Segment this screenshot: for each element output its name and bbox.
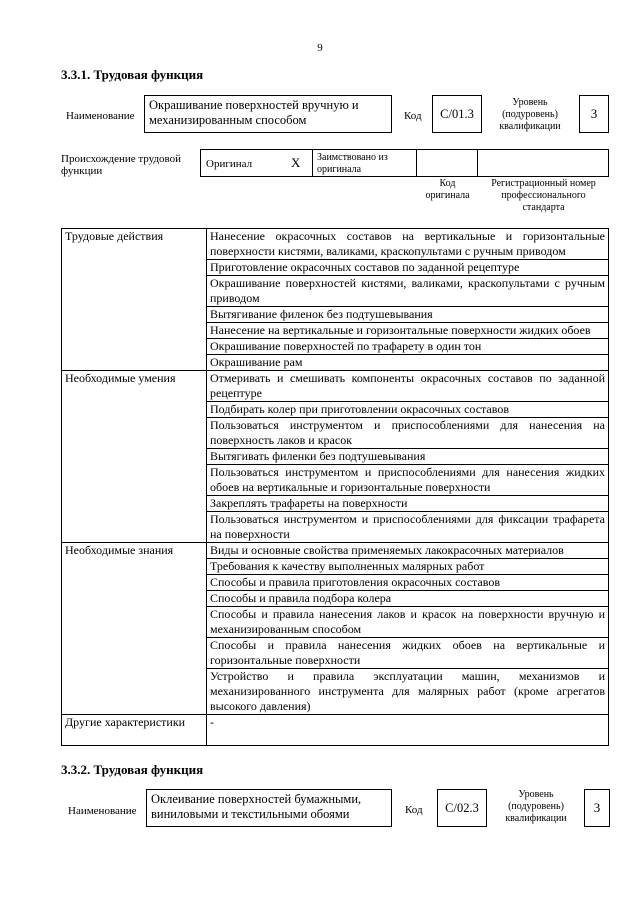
f2-level-box: 3: [584, 789, 610, 827]
table-row: [62, 371, 609, 402]
f1-name-label: Наименование: [66, 110, 135, 122]
f2-code-label: Код: [405, 804, 423, 816]
skill-item: Вытягивать филенки без подтушевывания: [207, 449, 609, 465]
f1-name-box: [144, 95, 392, 133]
action-item: Окрашивание поверхностей по трафарету в один тон: [207, 339, 609, 355]
skill-item: Закреплять трафареты на поверхности: [207, 496, 609, 512]
skill-item: Пользоваться инструментом и приспособлениями для нанесения на поверхность лаков и красок: [207, 418, 609, 449]
f2-name-label: Наименование: [68, 805, 137, 817]
f2-level-line3: квалификации: [505, 813, 567, 824]
f2-name-line2: виниловыми и текстильными обоями: [151, 807, 350, 821]
origin-original-label: Оригинал: [206, 158, 253, 170]
f2-name-line1: Оклеивание поверхностей бумажными,: [151, 792, 362, 806]
origin-code-caption: [417, 178, 478, 202]
origin-borrowed-label: [317, 152, 388, 176]
f1-code-label: Код: [404, 110, 422, 122]
knowledge-item: Способы и правила подбора колера: [207, 591, 609, 607]
category-skills: Необходимые умения: [62, 371, 207, 543]
origin-code-caption-line2: оригинала: [425, 190, 470, 201]
origin-original-cell: [200, 149, 312, 177]
origin-borrowed-line1: Заимствовано из: [317, 152, 388, 163]
f1-level-line1: Уровень: [512, 97, 548, 108]
table-row: [62, 229, 609, 260]
f1-name-line1: Окрашивание поверхностей вручную и: [149, 98, 359, 112]
f1-level-label: [490, 97, 570, 133]
skill-item: Пользоваться инструментом и приспособлениями для нанесения жидких обоев на вертикальные и горизонтальные поверхности: [207, 465, 609, 496]
origin-reg-caption: [478, 178, 609, 214]
f2-level-line1: Уровень: [518, 789, 554, 800]
origin-reg-caption-line1: Регистрационный номер: [491, 178, 596, 189]
action-item: Нанесение окрасочных составов на вертикальные и горизонтальные поверхности кистями, валиками, краскопультами с ручным приводом: [207, 229, 609, 260]
knowledge-item: Способы и правила нанесения жидких обоев на вертикальные и горизонтальные поверхности: [207, 638, 609, 669]
f1-level-box: 3: [579, 95, 609, 133]
table-row: [62, 715, 609, 746]
origin-reg-caption-line3: стандарта: [522, 202, 565, 213]
f2-level-line2: (подуровень): [508, 801, 564, 812]
origin-reg-caption-line2: профессионального: [501, 190, 586, 201]
other-value: -: [207, 715, 609, 746]
section-title-332: 3.3.2. Трудовая функция: [61, 762, 204, 777]
f2-name-box: [146, 789, 392, 827]
action-item: Окрашивание поверхностей кистями, валиками, краскопультами с ручным приводом: [207, 276, 609, 307]
knowledge-item: Способы и правила нанесения лаков и красок на поверхности вручную и механизированным способом: [207, 607, 609, 638]
origin-code-cell: [417, 149, 478, 177]
origin-mark: X: [291, 155, 301, 170]
origin-label: [61, 153, 181, 177]
action-item: Окрашивание рам: [207, 355, 609, 371]
page-number: 9: [317, 42, 323, 54]
skill-item: Подбирать колер при приготовлении окрасочных составов: [207, 402, 609, 418]
category-knowledge: Необходимые знания: [62, 543, 207, 715]
action-item: Приготовление окрасочных составов по заданной рецептуре: [207, 260, 609, 276]
origin-label-line2: функции: [61, 165, 103, 177]
action-item: Нанесение на вертикальные и горизонтальные поверхности жидких обоев: [207, 323, 609, 339]
labor-function-table: [61, 228, 609, 746]
origin-code-caption-line1: Код: [439, 178, 456, 189]
knowledge-item: Требования к качеству выполненных малярных работ: [207, 559, 609, 575]
f1-name-line2: механизированным способом: [149, 113, 307, 127]
origin-borrowed-cell: [312, 149, 417, 177]
action-item: Вытягивание филенок без подтушевывания: [207, 307, 609, 323]
knowledge-item: Виды и основные свойства применяемых лакокрасочных материалов: [207, 543, 609, 559]
category-actions: Трудовые действия: [62, 229, 207, 371]
f1-level-line3: квалификации: [499, 121, 561, 132]
skill-item: Пользоваться инструментом и приспособлениями для фиксации трафарета на поверхности: [207, 512, 609, 543]
f1-code-box: C/01.3: [432, 95, 482, 133]
table-row: [62, 543, 609, 559]
category-other: Другие характеристики: [62, 715, 207, 746]
f1-level-line2: (подуровень): [502, 109, 558, 120]
knowledge-item: Способы и правила приготовления окрасочных составов: [207, 575, 609, 591]
knowledge-item: Устройство и правила эксплуатации машин, механизмов и механизированного инструмента для малярных работ (кроме агрегатов высокого давления): [207, 669, 609, 715]
skill-item: Отмеривать и смешивать компоненты окрасочных составов по заданной рецептуре: [207, 371, 609, 402]
f2-level-label: [496, 789, 576, 825]
section-title-331: 3.3.1. Трудовая функция: [61, 67, 204, 82]
f2-code-box: C/02.3: [437, 789, 487, 827]
origin-label-line1: Происхождение трудовой: [61, 153, 182, 165]
origin-reg-cell: [478, 149, 609, 177]
origin-borrowed-line2: оригинала: [317, 164, 362, 175]
